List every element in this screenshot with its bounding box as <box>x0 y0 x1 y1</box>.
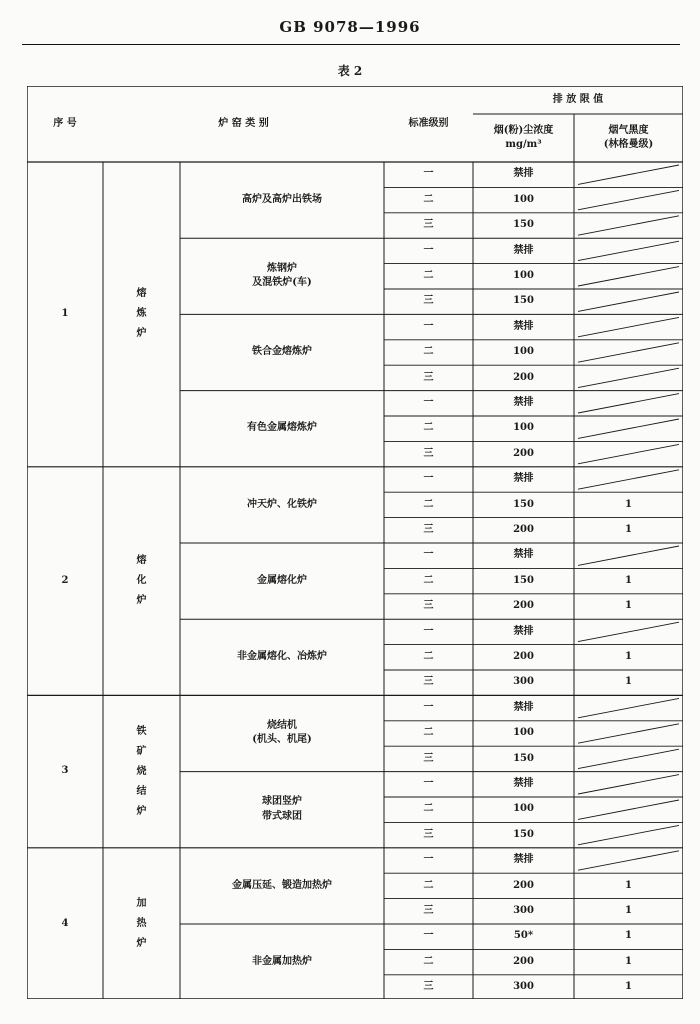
not-applicable-slash <box>578 292 679 311</box>
header-limits: 排 放 限 值 <box>552 93 604 105</box>
furnace-category: 熔 化 炉 <box>136 555 147 607</box>
not-applicable-slash <box>578 267 679 286</box>
dust-limit-cell: 300 <box>513 981 534 993</box>
dust-limit-cell: 50* <box>513 930 534 942</box>
grade-cell: 二 <box>423 879 434 891</box>
grade-cell: 三 <box>423 524 434 536</box>
dust-limit-cell: 100 <box>513 270 534 282</box>
header-blackness: 烟气黑度 (林格曼级) <box>603 124 654 150</box>
grade-cell: 二 <box>423 803 434 815</box>
header-seq: 序 号 <box>53 117 77 129</box>
seq-number: 2 <box>61 574 69 586</box>
dust-limit-cell: 禁排 <box>513 549 534 561</box>
furnace-subtype: 冲天炉、化铁炉 <box>247 498 317 510</box>
not-applicable-slash <box>578 825 679 844</box>
grade-cell: 二 <box>423 651 434 663</box>
grade-cell: 二 <box>423 270 434 282</box>
dust-limit-cell: 100 <box>513 422 534 434</box>
dust-limit-cell: 300 <box>513 676 534 688</box>
not-applicable-slash <box>578 216 679 235</box>
header-rule <box>22 44 680 45</box>
dust-limit-cell: 禁排 <box>513 701 534 713</box>
dust-limit-cell: 200 <box>513 524 534 536</box>
not-applicable-slash <box>578 317 679 336</box>
dust-limit-cell: 100 <box>513 193 534 205</box>
grade-cell: 三 <box>423 295 434 307</box>
not-applicable-slash <box>578 368 679 387</box>
not-applicable-slash <box>578 800 679 819</box>
not-applicable-slash <box>578 444 679 463</box>
not-applicable-slash <box>578 622 679 641</box>
dust-limit-cell: 200 <box>513 600 534 612</box>
grade-cell: 三 <box>423 219 434 231</box>
grade-cell: 一 <box>423 320 434 332</box>
blackness-cell: 1 <box>625 981 632 993</box>
standard-code: GB 9078—1996 <box>279 18 421 36</box>
grade-cell: 二 <box>423 346 434 358</box>
table-caption: 表 2 <box>337 64 363 78</box>
grade-cell: 二 <box>423 193 434 205</box>
dust-limit-cell: 200 <box>513 955 534 967</box>
furnace-subtype: 炼钢炉 及混铁炉(车) <box>252 262 312 289</box>
blackness-cell: 1 <box>625 600 632 612</box>
grade-cell: 一 <box>423 854 434 866</box>
not-applicable-slash <box>578 724 679 743</box>
furnace-subtype: 高炉及高炉出铁场 <box>242 193 322 205</box>
dust-limit-cell: 禁排 <box>513 473 534 485</box>
dust-limit-cell: 禁排 <box>513 397 534 409</box>
dust-limit-cell: 150 <box>513 752 534 764</box>
emission-limits-table <box>27 86 683 999</box>
blackness-cell: 1 <box>625 651 632 663</box>
grade-cell: 三 <box>423 371 434 383</box>
dust-limit-cell: 200 <box>513 879 534 891</box>
dust-limit-cell: 150 <box>513 498 534 510</box>
dust-limit-cell: 禁排 <box>513 244 534 256</box>
furnace-subtype: 有色金属熔炼炉 <box>247 422 317 434</box>
dust-limit-cell: 200 <box>513 371 534 383</box>
header-dust: 烟(粉)尘浓度 mg/m³ <box>493 124 554 150</box>
blackness-cell: 1 <box>625 524 632 536</box>
grade-cell: 一 <box>423 778 434 790</box>
grade-cell: 三 <box>423 905 434 917</box>
furnace-subtype: 金属压延、锻造加热炉 <box>232 879 332 891</box>
dust-limit-cell: 200 <box>513 447 534 459</box>
header-grade: 标准级别 <box>408 117 449 129</box>
dust-limit-cell: 300 <box>513 905 534 917</box>
blackness-cell: 1 <box>625 930 632 942</box>
grade-cell: 一 <box>423 168 434 180</box>
furnace-category: 加 热 炉 <box>136 898 147 949</box>
not-applicable-slash <box>578 190 679 209</box>
not-applicable-slash <box>578 698 679 717</box>
grade-cell: 三 <box>423 981 434 993</box>
not-applicable-slash <box>578 419 679 438</box>
not-applicable-slash <box>578 394 679 413</box>
not-applicable-slash <box>578 749 679 768</box>
grade-cell: 二 <box>423 955 434 967</box>
grade-cell: 三 <box>423 676 434 688</box>
grade-cell: 一 <box>423 930 434 942</box>
furnace-category: 熔 炼 炉 <box>136 288 147 340</box>
grade-cell: 一 <box>423 625 434 637</box>
dust-limit-cell: 100 <box>513 346 534 358</box>
dust-limit-cell: 150 <box>513 574 534 586</box>
dust-limit-cell: 禁排 <box>513 778 534 790</box>
dust-limit-cell: 禁排 <box>513 854 534 866</box>
grade-cell: 一 <box>423 397 434 409</box>
furnace-subtype: 烧结机 (机头、机尾) <box>252 719 312 746</box>
grade-cell: 三 <box>423 828 434 840</box>
dust-limit-cell: 150 <box>513 828 534 840</box>
dust-limit-cell: 100 <box>513 727 534 739</box>
grade-cell: 二 <box>423 498 434 510</box>
blackness-cell: 1 <box>625 955 632 967</box>
blackness-cell: 1 <box>625 676 632 688</box>
dust-limit-cell: 200 <box>513 651 534 663</box>
grade-cell: 三 <box>423 447 434 459</box>
blackness-cell: 1 <box>625 905 632 917</box>
grade-cell: 一 <box>423 473 434 485</box>
not-applicable-slash <box>578 241 679 260</box>
grade-cell: 一 <box>423 244 434 256</box>
dust-limit-cell: 禁排 <box>513 320 534 332</box>
furnace-subtype: 金属熔化炉 <box>257 574 307 586</box>
grade-cell: 三 <box>423 752 434 764</box>
furnace-subtype: 球团竖炉 带式球团 <box>262 796 302 822</box>
not-applicable-slash <box>578 851 679 870</box>
grade-cell: 二 <box>423 727 434 739</box>
blackness-cell: 1 <box>625 498 632 510</box>
seq-number: 1 <box>61 308 69 320</box>
not-applicable-slash <box>578 165 679 184</box>
not-applicable-slash <box>578 775 679 794</box>
not-applicable-slash <box>578 343 679 362</box>
grade-cell: 二 <box>423 422 434 434</box>
grade-cell: 三 <box>423 600 434 612</box>
furnace-subtype: 非金属加热炉 <box>252 955 312 967</box>
furnace-category: 铁 矿 烧 结 炉 <box>136 725 147 817</box>
not-applicable-slash <box>578 546 679 565</box>
not-applicable-slash <box>578 470 679 489</box>
grade-cell: 一 <box>423 549 434 561</box>
grade-cell: 二 <box>423 574 434 586</box>
dust-limit-cell: 禁排 <box>513 625 534 637</box>
dust-limit-cell: 150 <box>513 295 534 307</box>
blackness-cell: 1 <box>625 574 632 586</box>
dust-limit-cell: 150 <box>513 219 534 231</box>
seq-number: 3 <box>61 765 69 777</box>
dust-limit-cell: 100 <box>513 803 534 815</box>
dust-limit-cell: 禁排 <box>513 168 534 180</box>
header-furnace-type: 炉 窑 类 别 <box>218 117 269 129</box>
seq-number: 4 <box>61 917 69 929</box>
furnace-subtype: 非金属熔化、冶炼炉 <box>237 651 327 663</box>
blackness-cell: 1 <box>625 879 632 891</box>
grade-cell: 一 <box>423 701 434 713</box>
furnace-subtype: 铁合金熔炼炉 <box>252 346 312 358</box>
